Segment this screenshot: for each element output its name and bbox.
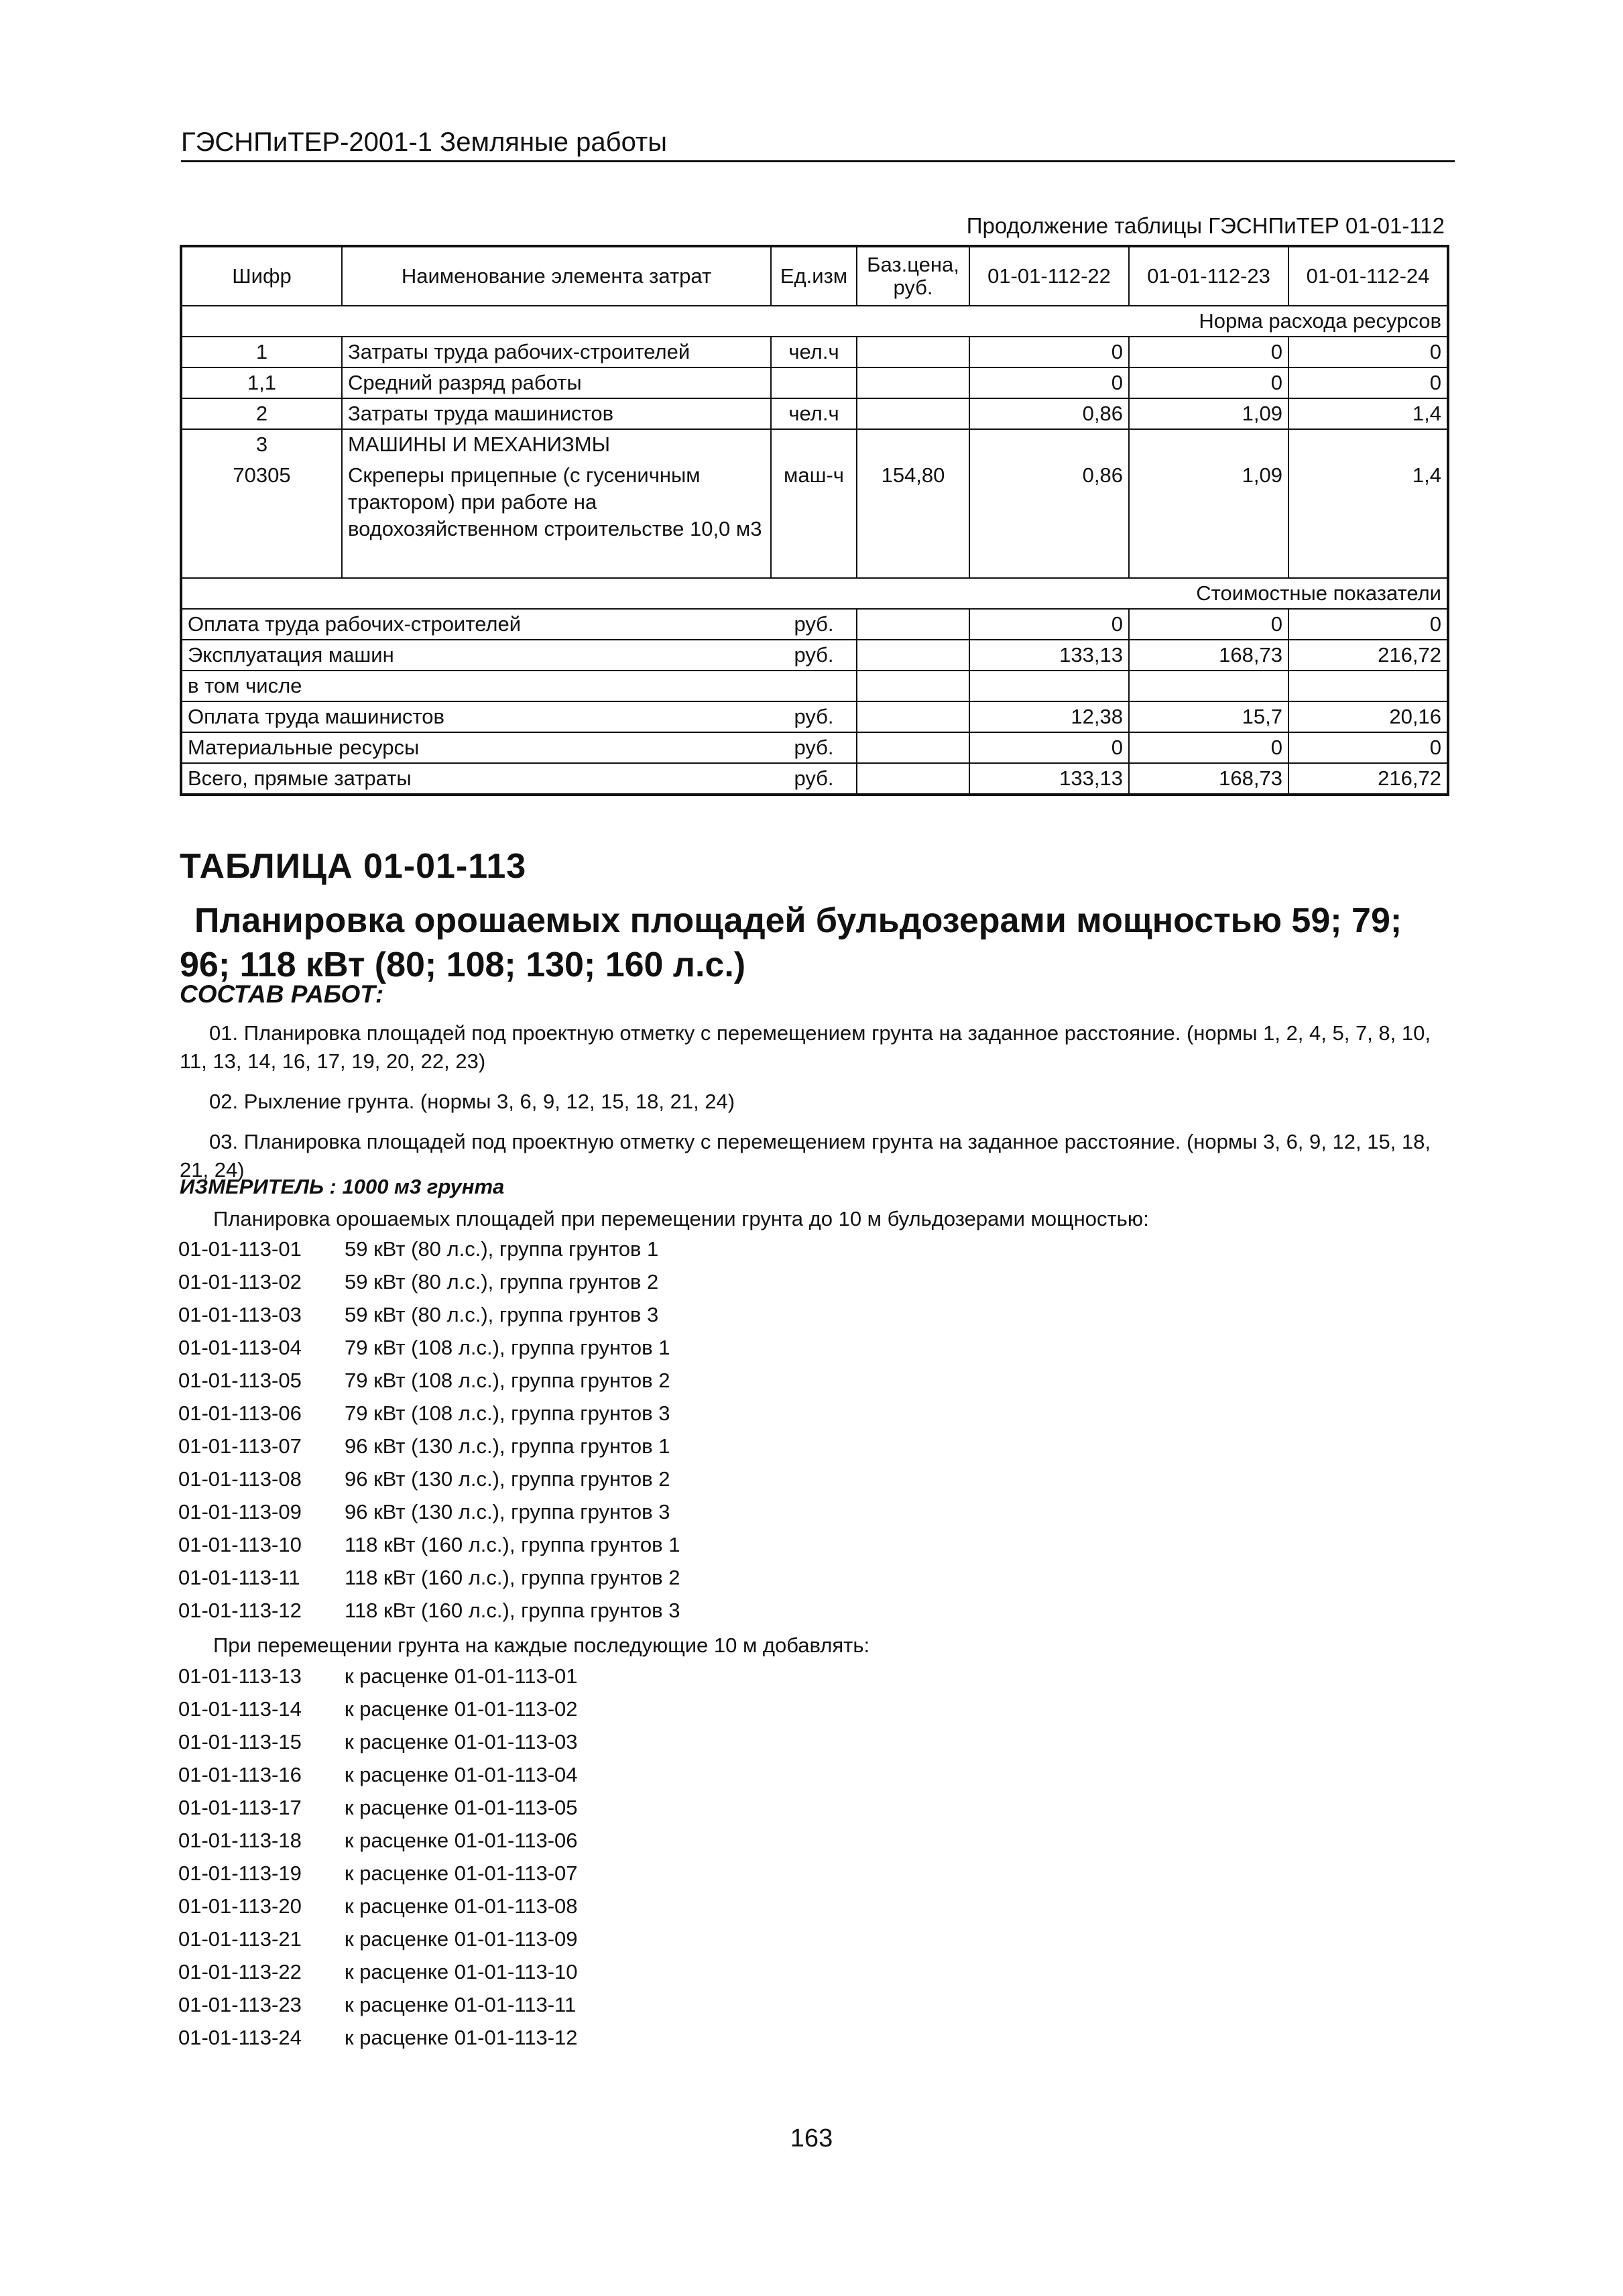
list-item [178, 1861, 578, 1894]
cost-row [181, 609, 1448, 640]
list-item [178, 1894, 578, 1927]
row-name: Затраты труда машинистов [342, 398, 771, 429]
cost-row [181, 671, 1448, 701]
row-price [857, 398, 969, 429]
group-price-empty [857, 429, 969, 460]
row-price [857, 367, 969, 398]
row-value-22: 0,86 [969, 398, 1129, 429]
list-item [178, 1336, 680, 1369]
list-item [178, 1566, 680, 1599]
cost-unit: руб. [771, 732, 857, 763]
cost-price-empty [857, 763, 969, 795]
cost-unit [771, 671, 857, 701]
cost-value-22: 133,13 [969, 640, 1129, 671]
cost-value-24: 216,72 [1288, 763, 1448, 795]
cost-value-22: 133,13 [969, 763, 1129, 795]
row-code: 1 [181, 337, 342, 367]
cost-value-23: 168,73 [1129, 640, 1288, 671]
item-text: 59 кВт (80 л.с.), группа грунтов 3 [345, 1303, 659, 1326]
list-item [178, 1533, 680, 1566]
machine-value-23: 1,09 [1129, 460, 1288, 578]
header-col-24: 01-01-112-24 [1288, 246, 1448, 306]
cost-unit: руб. [771, 609, 857, 640]
list-item [178, 1796, 578, 1829]
item-code: 01-01-113-09 [178, 1500, 302, 1524]
cost-value-22: 12,38 [969, 701, 1129, 732]
add-items-list [178, 1664, 578, 2059]
cost-row [181, 701, 1448, 732]
cost-price-empty [857, 640, 969, 671]
list-item [178, 1829, 578, 1861]
item-code: 01-01-113-22 [178, 1960, 302, 1984]
item-code: 01-01-113-07 [178, 1434, 302, 1458]
cost-value-24: 0 [1288, 609, 1448, 640]
row-value-22: 0 [969, 367, 1129, 398]
item-text: 79 кВт (108 л.с.), группа грунтов 3 [345, 1401, 670, 1425]
work-item: 01. Планировка площадей под проектную отметку с перемещением грунта на заданное расстояние. (нормы 1, 2, 4, 5, 7, 8, 10, 11, 13, 14, 16, 17, 19, 20, 22, 23) [180, 1021, 1431, 1073]
cost-value-22 [969, 671, 1129, 701]
base-items-intro: Планировка орошаемых площадей при перемещении грунта до 10 м бульдозерами мощностью: [213, 1207, 1149, 1230]
item-text: к расценке 01-01-113-02 [345, 1697, 578, 1721]
measure-unit: ИЗМЕРИТЕЛЬ : 1000 м3 грунта [180, 1175, 505, 1198]
item-code: 01-01-113-18 [178, 1829, 302, 1852]
list-item [178, 1697, 578, 1730]
list-item [178, 1763, 578, 1796]
item-code: 01-01-113-03 [178, 1303, 302, 1326]
item-code: 01-01-113-02 [178, 1270, 302, 1294]
list-item [178, 1401, 680, 1434]
cost-value-24: 20,16 [1288, 701, 1448, 732]
item-code: 01-01-113-04 [178, 1336, 302, 1359]
list-item [178, 1237, 680, 1270]
row-value-23: 0 [1129, 367, 1288, 398]
list-item [178, 1730, 578, 1763]
cost-label: в том числе [181, 671, 771, 701]
item-code: 01-01-113-19 [178, 1861, 302, 1885]
item-text: к расценке 01-01-113-01 [345, 1664, 578, 1688]
row-value-24: 0 [1288, 367, 1448, 398]
cost-value-23 [1129, 671, 1288, 701]
cost-price-empty [857, 609, 969, 640]
table-113-title: ТАБЛИЦА 01-01-113 [180, 847, 527, 886]
work-item: 02. Рыхление грунта. (нормы 3, 6, 9, 12, 15, 18, 21, 24) [209, 1090, 735, 1113]
item-text: 79 кВт (108 л.с.), группа грунтов 1 [345, 1336, 670, 1359]
item-code: 01-01-113-12 [178, 1599, 302, 1622]
item-text: 96 кВт (130 л.с.), группа грунтов 1 [345, 1434, 670, 1458]
cost-label: Оплата труда рабочих-строителей [181, 609, 771, 640]
composition-heading: СОСТАВ РАБОТ: [180, 980, 384, 1008]
work-item: 03. Планировка площадей под проектную отметку с перемещением грунта на заданное расстояние. (нормы 3, 6, 9, 12, 15, 18, 21, 24) [180, 1130, 1431, 1182]
cost-row [181, 763, 1448, 795]
header-name: Наименование элемента затрат [342, 246, 771, 306]
item-text: 96 кВт (130 л.с.), группа грунтов 3 [345, 1500, 670, 1524]
list-item [178, 1664, 578, 1697]
cost-label: Оплата труда машинистов [181, 701, 771, 732]
list-item [178, 2026, 578, 2059]
row-code: 1,1 [181, 367, 342, 398]
machine-name: Скреперы прицепные (с гусеничным трактором) при работе на водохозяйственном строительстве 10,0 м3 [342, 460, 771, 578]
running-header: ГЭСНПиТЕР-2001-1 Земляные работы [181, 127, 1455, 162]
resource-cost-table [180, 245, 1449, 796]
item-text: 96 кВт (130 л.с.), группа грунтов 2 [345, 1467, 670, 1491]
cost-value-23: 0 [1129, 609, 1288, 640]
cost-unit: руб. [771, 640, 857, 671]
header-unit: Ед.изм [771, 246, 857, 306]
item-code: 01-01-113-23 [178, 1993, 302, 2016]
item-code: 01-01-113-11 [178, 1566, 300, 1589]
item-text: к расценке 01-01-113-10 [345, 1960, 578, 1984]
item-code: 01-01-113-14 [178, 1697, 302, 1721]
cost-label: Материальные ресурсы [181, 732, 771, 763]
cost-unit: руб. [771, 763, 857, 795]
list-item [178, 1303, 680, 1336]
row-value-24: 1,4 [1288, 398, 1448, 429]
item-code: 01-01-113-24 [178, 2026, 302, 2049]
cost-value-22: 0 [969, 609, 1129, 640]
cost-value-24: 216,72 [1288, 640, 1448, 671]
list-item [178, 1434, 680, 1467]
item-text: к расценке 01-01-113-05 [345, 1796, 578, 1819]
cost-value-24 [1288, 671, 1448, 701]
band-norms-row [181, 306, 1448, 337]
group-name: МАШИНЫ И МЕХАНИЗМЫ [342, 429, 771, 460]
cost-value-23: 168,73 [1129, 763, 1288, 795]
item-text: 118 кВт (160 л.с.), группа грунтов 3 [345, 1599, 680, 1622]
item-text: 118 кВт (160 л.с.), группа грунтов 2 [345, 1566, 680, 1589]
item-code: 01-01-113-10 [178, 1533, 302, 1556]
header-base-price: Баз.цена, руб. [857, 246, 969, 306]
item-code: 01-01-113-05 [178, 1369, 302, 1392]
item-text: к расценке 01-01-113-11 [345, 1993, 577, 2016]
item-text: к расценке 01-01-113-09 [345, 1927, 578, 1951]
cost-value-24: 0 [1288, 732, 1448, 763]
item-code: 01-01-113-15 [178, 1730, 302, 1754]
table-row [181, 367, 1448, 398]
row-name: Затраты труда рабочих-строителей [342, 337, 771, 367]
group-v2-empty [1129, 429, 1288, 460]
item-text: 79 кВт (108 л.с.), группа грунтов 2 [345, 1369, 670, 1392]
item-code: 01-01-113-06 [178, 1401, 302, 1425]
machine-row [181, 460, 1448, 578]
header-col-23: 01-01-112-23 [1129, 246, 1288, 306]
row-price [857, 337, 969, 367]
machines-group-row [181, 429, 1448, 460]
cost-label: Всего, прямые затраты [181, 763, 771, 795]
item-text: к расценке 01-01-113-12 [345, 2026, 578, 2049]
item-text: 118 кВт (160 л.с.), группа грунтов 1 [345, 1533, 680, 1556]
band-costs-row [181, 578, 1448, 609]
item-text: 59 кВт (80 л.с.), группа грунтов 1 [345, 1237, 659, 1261]
header-col-22: 01-01-112-22 [969, 246, 1129, 306]
table-113-subtitle: Планировка орошаемых площадей бульдозерами мощностью 59; 79; 96; 118 кВт (80; 108; 130; 160 л.с.) [180, 901, 1402, 984]
list-item [178, 1500, 680, 1533]
group-code: 3 [181, 429, 342, 460]
cost-price-empty [857, 701, 969, 732]
row-value-23: 0 [1129, 337, 1288, 367]
table-row [181, 337, 1448, 367]
list-item [178, 1927, 578, 1960]
list-item [178, 1369, 680, 1401]
row-value-22: 0 [969, 337, 1129, 367]
cost-unit: руб. [771, 701, 857, 732]
machine-unit: маш-ч [771, 460, 857, 578]
item-text: к расценке 01-01-113-08 [345, 1894, 578, 1918]
item-code: 01-01-113-13 [178, 1664, 302, 1688]
band-costs-label: Стоимостные показатели [181, 578, 1448, 609]
cost-price-empty [857, 732, 969, 763]
works-list [180, 1019, 1453, 1196]
page-number: 163 [790, 2124, 833, 2152]
row-code: 2 [181, 398, 342, 429]
cost-value-23: 0 [1129, 732, 1288, 763]
row-unit: чел.ч [771, 398, 857, 429]
cost-value-23: 15,7 [1129, 701, 1288, 732]
cost-row [181, 732, 1448, 763]
add-items-intro: При перемещении грунта на каждые последующие 10 м добавлять: [213, 1633, 870, 1657]
machine-code: 70305 [181, 460, 342, 578]
base-items-list [178, 1237, 680, 1631]
machine-value-22: 0,86 [969, 460, 1129, 578]
machine-value-24: 1,4 [1288, 460, 1448, 578]
list-item [178, 1599, 680, 1631]
row-unit [771, 367, 857, 398]
row-value-23: 1,09 [1129, 398, 1288, 429]
table-header-row [181, 246, 1448, 306]
band-norms-label: Норма расхода ресурсов [181, 306, 1448, 337]
row-name: Средний разряд работы [342, 367, 771, 398]
list-item [178, 1467, 680, 1500]
item-text: к расценке 01-01-113-07 [345, 1861, 578, 1885]
item-code: 01-01-113-01 [178, 1237, 302, 1261]
list-item [178, 1270, 680, 1303]
item-code: 01-01-113-17 [178, 1796, 302, 1819]
header-code: Шифр [181, 246, 342, 306]
list-item [178, 1993, 578, 2026]
item-code: 01-01-113-16 [178, 1763, 302, 1786]
machine-price: 154,80 [857, 460, 969, 578]
table-row [181, 398, 1448, 429]
item-code: 01-01-113-08 [178, 1467, 302, 1491]
row-value-24: 0 [1288, 337, 1448, 367]
item-code: 01-01-113-20 [178, 1894, 302, 1918]
list-item [178, 1960, 578, 1993]
table-continuation-caption: Продолжение таблицы ГЭСНПиТЕР 01-01-112 [966, 213, 1445, 238]
item-code: 01-01-113-21 [178, 1927, 302, 1951]
cost-label: Эксплуатация машин [181, 640, 771, 671]
item-text: к расценке 01-01-113-04 [345, 1763, 578, 1786]
group-v1-empty [969, 429, 1129, 460]
item-text: 59 кВт (80 л.с.), группа грунтов 2 [345, 1270, 659, 1294]
cost-value-22: 0 [969, 732, 1129, 763]
row-unit: чел.ч [771, 337, 857, 367]
cost-price-empty [857, 671, 969, 701]
item-text: к расценке 01-01-113-03 [345, 1730, 578, 1754]
group-v3-empty [1288, 429, 1448, 460]
cost-row [181, 640, 1448, 671]
item-text: к расценке 01-01-113-06 [345, 1829, 578, 1852]
group-unit-empty [771, 429, 857, 460]
